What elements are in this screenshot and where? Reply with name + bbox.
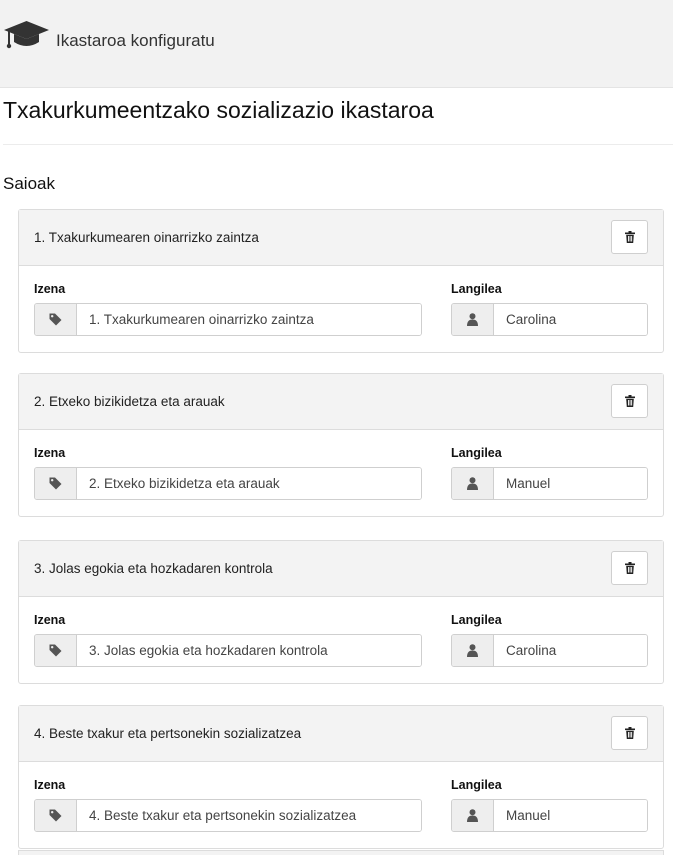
session-heading: 2. Etxeko bizikidetza eta arauak [34, 394, 225, 409]
tag-icon [49, 313, 62, 326]
worker-input-group [451, 799, 648, 832]
tag-addon [35, 304, 77, 335]
delete-session-button[interactable] [611, 716, 648, 750]
user-addon [452, 304, 494, 335]
user-icon [467, 313, 478, 326]
name-label: Izena [34, 282, 66, 296]
session-worker-input[interactable] [494, 800, 648, 831]
session-name-input[interactable] [77, 635, 421, 666]
session-name-input[interactable] [77, 800, 421, 831]
tag-icon [49, 809, 62, 822]
session-worker-input[interactable] [494, 635, 648, 666]
page-title: Txakurkumeentzako sozializazio ikastaroa [3, 97, 434, 123]
worker-input-group [451, 303, 648, 336]
tag-icon [49, 477, 62, 490]
next-session-card-edge [18, 850, 664, 855]
session-heading: 3. Jolas egokia eta hozkadaren kontrola [34, 561, 273, 576]
name-input-group [34, 303, 422, 336]
name-input-group [34, 634, 422, 667]
name-label: Izena [34, 446, 66, 460]
app-title: Ikastaroa konfiguratu [56, 31, 215, 50]
worker-label: Langilea [451, 778, 502, 792]
delete-session-button[interactable] [611, 384, 648, 418]
worker-label: Langilea [451, 613, 502, 627]
session-name-input[interactable] [77, 468, 421, 499]
worker-input-group [451, 467, 648, 500]
trash-icon [625, 395, 635, 407]
trash-icon [625, 727, 635, 739]
session-card-header [19, 374, 663, 430]
tag-addon [35, 468, 77, 499]
session-card [18, 373, 664, 517]
session-worker-input[interactable] [494, 468, 648, 499]
worker-input-group [451, 634, 648, 667]
user-icon [467, 477, 478, 490]
session-worker-input[interactable] [494, 304, 648, 335]
top-bar [0, 0, 673, 88]
session-card [18, 209, 664, 353]
user-addon [452, 800, 494, 831]
trash-icon [625, 562, 635, 574]
name-input-group [34, 467, 422, 500]
section-title: Saioak [3, 174, 55, 193]
user-addon [452, 635, 494, 666]
name-label: Izena [34, 613, 66, 627]
session-card [18, 540, 664, 684]
name-input-group [34, 799, 422, 832]
delete-session-button[interactable] [611, 551, 648, 585]
user-icon [467, 644, 478, 657]
session-card [18, 705, 664, 849]
tag-addon [35, 635, 77, 666]
session-card-header [19, 210, 663, 266]
session-card-header [19, 706, 663, 762]
user-addon [452, 468, 494, 499]
session-heading: 4. Beste txakur eta pertsonekin sozializatzea [34, 726, 302, 741]
trash-icon [625, 231, 635, 243]
graduation-cap-icon [3, 20, 50, 52]
session-card-header [19, 541, 663, 597]
worker-label: Langilea [451, 282, 502, 296]
session-name-input[interactable] [77, 304, 421, 335]
divider [3, 144, 673, 145]
delete-session-button[interactable] [611, 220, 648, 254]
worker-label: Langilea [451, 446, 502, 460]
tag-icon [49, 644, 62, 657]
name-label: Izena [34, 778, 66, 792]
tag-addon [35, 800, 77, 831]
session-heading: 1. Txakurkumearen oinarrizko zaintza [34, 230, 259, 245]
user-icon [467, 809, 478, 822]
